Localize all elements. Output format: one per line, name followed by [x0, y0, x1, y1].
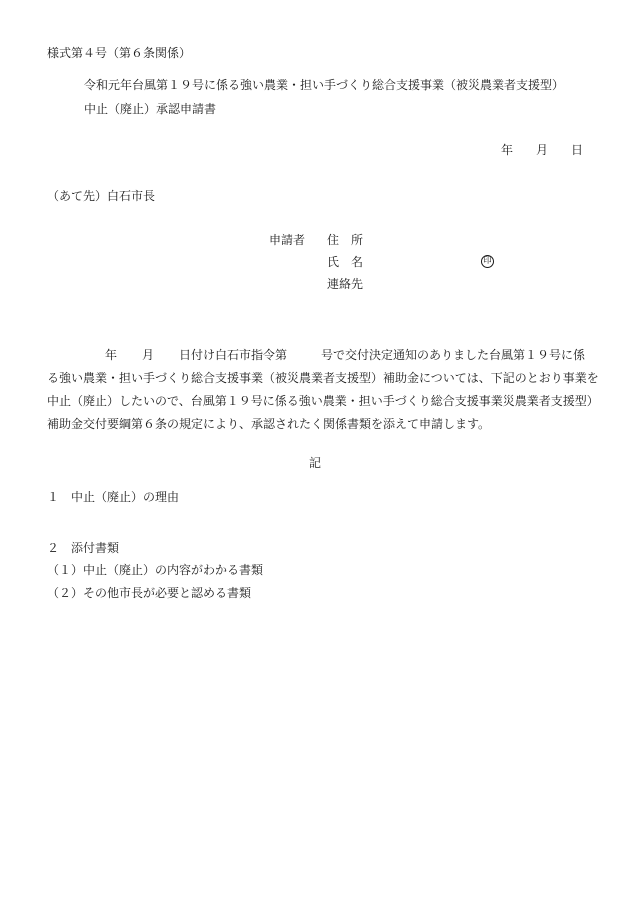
date-day: 日	[571, 143, 584, 157]
item-1: １ 中止（廃止）の理由	[47, 490, 180, 504]
name-label: 氏 名	[327, 255, 364, 269]
date-month: 月	[536, 143, 549, 157]
body-line-3: 中止（廃止）したいので、台風第１９号に係る強い農業・担い手づくり総合支援事業災農業者支援型）	[47, 394, 599, 408]
sub-item-1: （１）中止（廃止）の内容がわかる書類	[47, 563, 264, 577]
title-line-2: 中止（廃止）承認申請書	[84, 102, 217, 116]
address-label: 住 所	[327, 233, 364, 247]
seal-mark: 印	[481, 255, 494, 268]
body-line-1-year: 年	[105, 348, 118, 362]
body-line-1-month: 月	[142, 348, 155, 362]
title-line-1: 令和元年台風第１９号に係る強い農業・担い手づくり総合支援事業（被災農業者支援型）	[84, 78, 565, 92]
date-year: 年	[501, 143, 514, 157]
body-line-2: る強い農業・担い手づくり総合支援事業（被災農業者支援型）補助金については、下記のとおり事業を	[47, 371, 599, 385]
body-line-1-end: 号で交付決定通知のありました台風第１９号に係	[321, 348, 586, 362]
body-line-1-mid: 日付け白石市指令第	[179, 348, 288, 362]
contact-label: 連絡先	[327, 277, 364, 291]
item-2: ２ 添付書類	[47, 541, 120, 555]
body-line-4: 補助金交付要綱第６条の規定により、承認されたく関係書類を添えて申請します。	[47, 417, 491, 431]
form-number: 様式第４号（第６条関係）	[47, 46, 192, 60]
addressee: （あて先）白石市長	[47, 189, 156, 203]
sub-item-2: （２）その他市長が必要と認める書類	[47, 586, 252, 600]
applicant-label: 申請者	[269, 233, 306, 247]
ki-heading: 記	[309, 456, 322, 470]
